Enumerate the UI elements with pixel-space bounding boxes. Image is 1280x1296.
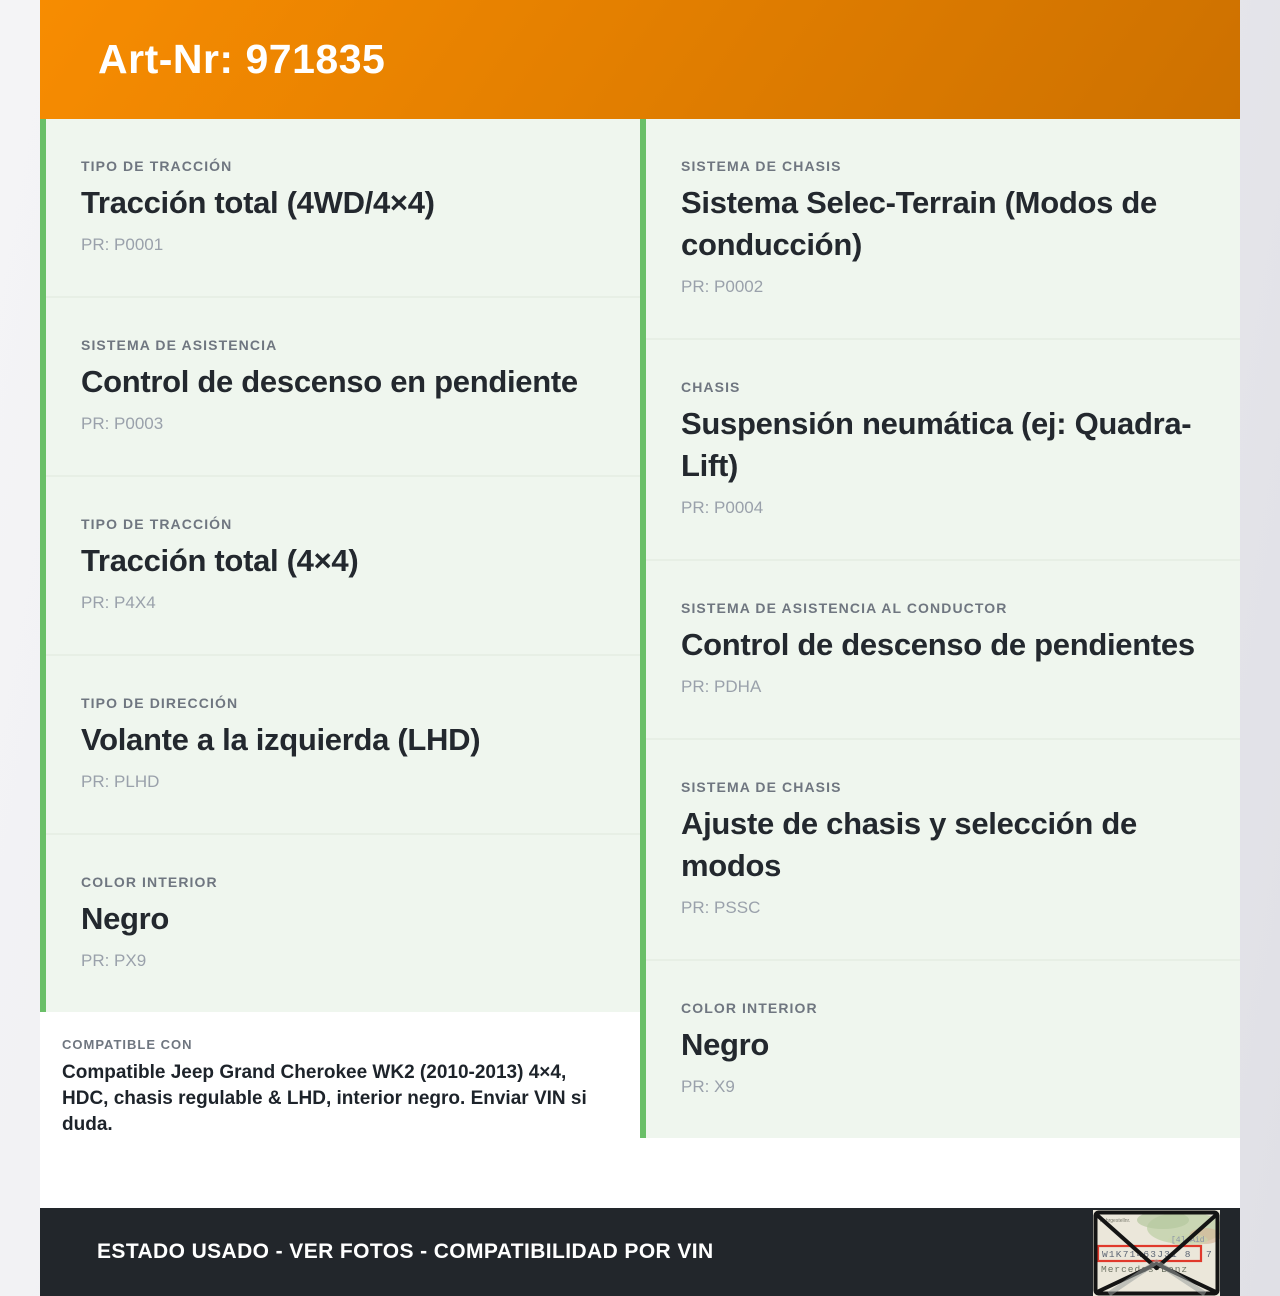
spec-pr-code: PR: X9 [681, 1077, 735, 1096]
spec-category-label: TIPO DE TRACCIÓN [81, 516, 233, 532]
spec-value-title: Tracción total (4×4) [81, 543, 359, 578]
spec-pr-code: PR: PX9 [81, 951, 147, 970]
compatibility-card [40, 1012, 640, 1160]
document-field-label: Fahrgestellnr. [1100, 1218, 1131, 1224]
spec-category-label: SISTEMA DE CHASIS [681, 779, 842, 795]
spec-pr-code: PR: P0003 [81, 414, 164, 433]
spec-card-list-right [640, 119, 1240, 1138]
spec-pr-code: PR: P0004 [681, 498, 764, 517]
listing-page [40, 0, 1240, 1296]
status-footer-text: ESTADO USADO - VER FOTOS - COMPATIBILIDAD POR VIN [97, 1240, 714, 1263]
compatibility-text: Compatible Jeep Grand Cherokee WK2 (2010-2013) 4×4, HDC, chasis regulable & LHD, interior negro. Enviar VIN si duda. [62, 1062, 587, 1135]
spec-card [646, 119, 1240, 338]
spec-pr-code: PR: PSSC [681, 898, 761, 917]
vin-document-envelope-image [1093, 1210, 1220, 1296]
spec-grid [40, 119, 1240, 1208]
compatibility-label: COMPATIBLE CON [62, 1037, 193, 1052]
spec-value-title: Sistema Selec-Terrain (Modos de conducción) [681, 185, 1157, 262]
spec-category-label: CHASIS [681, 379, 741, 395]
article-header [40, 0, 1240, 119]
article-number-title: Art-Nr: 971835 [98, 36, 386, 82]
spec-value-title: Negro [81, 901, 170, 936]
vin-text-overflow: 7 [1206, 1249, 1212, 1260]
spec-card [46, 119, 640, 296]
spec-card [646, 738, 1240, 959]
spec-value-title: Tracción total (4WD/4×4) [81, 185, 435, 220]
spec-column-right [640, 119, 1240, 1208]
spec-value-title: Control de descenso en pendiente [81, 364, 578, 399]
spec-category-label: SISTEMA DE CHASIS [681, 158, 842, 174]
spec-pr-code: PR: P0001 [81, 235, 164, 254]
spec-card [646, 559, 1240, 738]
document-corner-note: [4] Aid [1171, 1236, 1205, 1245]
spec-card [46, 475, 640, 654]
spec-card [46, 833, 640, 1012]
spec-value-title: Negro [681, 1027, 770, 1062]
spec-pr-code: PR: P0002 [681, 277, 764, 296]
spec-value-title: Control de descenso de pendientes [681, 627, 1195, 662]
brand-text: Mercedes-Benz [1101, 1264, 1189, 1275]
spec-card [46, 654, 640, 833]
spec-card [646, 338, 1240, 559]
spec-card [646, 959, 1240, 1138]
spec-card [46, 296, 640, 475]
spec-column-left [40, 119, 640, 1208]
spec-category-label: COLOR INTERIOR [681, 1000, 818, 1016]
spec-value-title: Volante a la izquierda (LHD) [81, 722, 481, 757]
vin-text: W1K71463J31 8 [1102, 1249, 1192, 1260]
spec-pr-code: PR: PLHD [81, 772, 160, 791]
spec-pr-code: PR: P4X4 [81, 593, 156, 612]
spec-value-title: Suspensión neumática (ej: Quadra-Lift) [681, 406, 1192, 483]
spec-pr-code: PR: PDHA [681, 677, 762, 696]
spec-category-label: COLOR INTERIOR [81, 874, 218, 890]
spec-category-label: SISTEMA DE ASISTENCIA AL CONDUCTOR [681, 600, 1008, 616]
spec-category-label: SISTEMA DE ASISTENCIA [81, 337, 278, 353]
spec-category-label: TIPO DE DIRECCIÓN [81, 695, 239, 711]
status-footer [40, 1208, 1240, 1296]
spec-category-label: TIPO DE TRACCIÓN [81, 158, 233, 174]
spec-card-list-left [40, 119, 640, 1012]
spec-value-title: Ajuste de chasis y selección de modos [681, 806, 1137, 883]
